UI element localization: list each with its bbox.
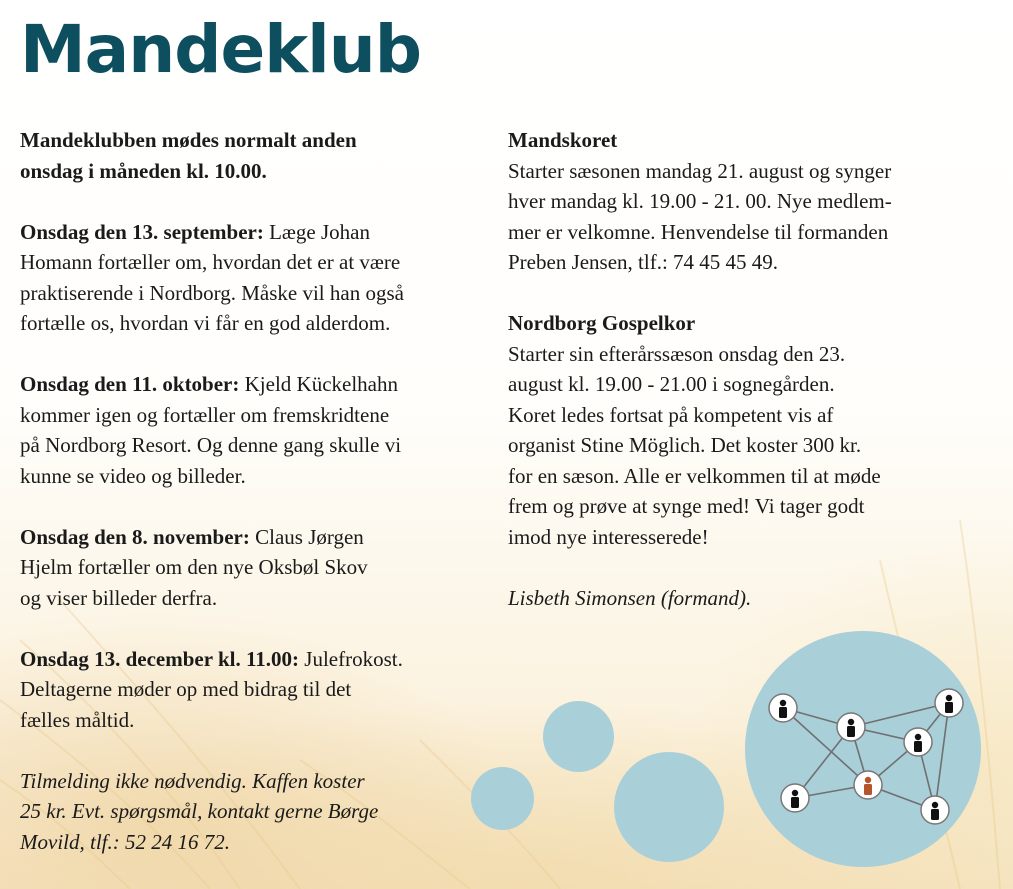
person-icon-highlighted [854, 771, 882, 799]
person-icon [935, 689, 963, 717]
decorative-bubble-small [543, 701, 614, 772]
decorative-bubble-left [471, 767, 534, 830]
right-column [508, 125, 978, 644]
event-december: Onsdag 13. december kl. 11.00: Julefrokost. Deltagerne møder op med bidrag til det fælles måltid. [20, 646, 403, 732]
signature: Lisbeth Simonsen (formand). [508, 585, 752, 610]
person-icon [921, 796, 949, 824]
gospelkor-section: Nordborg Gospelkor Starter sin efterårssæson onsdag den 23. august kl. 19.00 - 21.00 i sognegården. Koret ledes fortsat på kompetent vis af organist Stine Möglich. Det koster 300 kr. for en sæson. Alle er velkommen til at møde frem og prøve at synge med! Vi tager godt imod nye interesserede! [508, 308, 978, 552]
people-network-icon [745, 631, 981, 867]
person-icon [904, 728, 932, 756]
decorative-bubble-medium [614, 752, 724, 862]
signup-note: Tilmelding ikke nødvendig. Kaffen koster 25 kr. Evt. spørgsmål, kontakt gerne Børge Movild, tlf.: 52 24 16 72. [20, 768, 379, 854]
event-november: Onsdag den 8. november: Claus Jørgen Hjelm fortæller om den nye Oksbøl Skov og viser billeder derfra. [20, 524, 368, 610]
mandskoret-section: Mandskoret Starter sæsonen mandag 21. august og synger hver mandag kl. 19.00 - 21. 00. Nye medlem- mer er velkomne. Henvendelse til formanden Preben Jensen, tlf.: 74 45 45 49. [508, 125, 978, 278]
event-lead: Onsdag den 13. september: [20, 219, 264, 244]
page-title: Mandeklub [20, 11, 421, 88]
event-lead: Onsdag den 11. oktober: [20, 372, 240, 396]
event-lead: Onsdag den 8. november: [20, 524, 250, 549]
section-heading: Nordborg Gospelkor [508, 311, 696, 335]
person-icon [781, 784, 809, 812]
left-column [20, 125, 490, 888]
event-september: Onsdag den 13. september: Læge Johan Homann fortæller om, hvordan det er at være praktiserende i Nordborg. Måske vil han også fortælle os, hvordan vi får en god alderdom. [20, 219, 404, 335]
person-icon [769, 694, 797, 722]
event-oktober: Onsdag den 11. oktober: Kjeld Kückelhahn kommer igen og fortæller om fremskridtene på Nordborg Resort. Og denne gang skulle vi kunne se video og billeder. [20, 372, 402, 488]
person-icon [837, 713, 865, 741]
event-lead: Onsdag 13. december kl. 11.00: [20, 646, 300, 671]
intro-text: Mandeklubben mødes normalt anden onsdag i måneden kl. 10.00. [20, 128, 357, 183]
section-heading: Mandskoret [508, 128, 618, 152]
